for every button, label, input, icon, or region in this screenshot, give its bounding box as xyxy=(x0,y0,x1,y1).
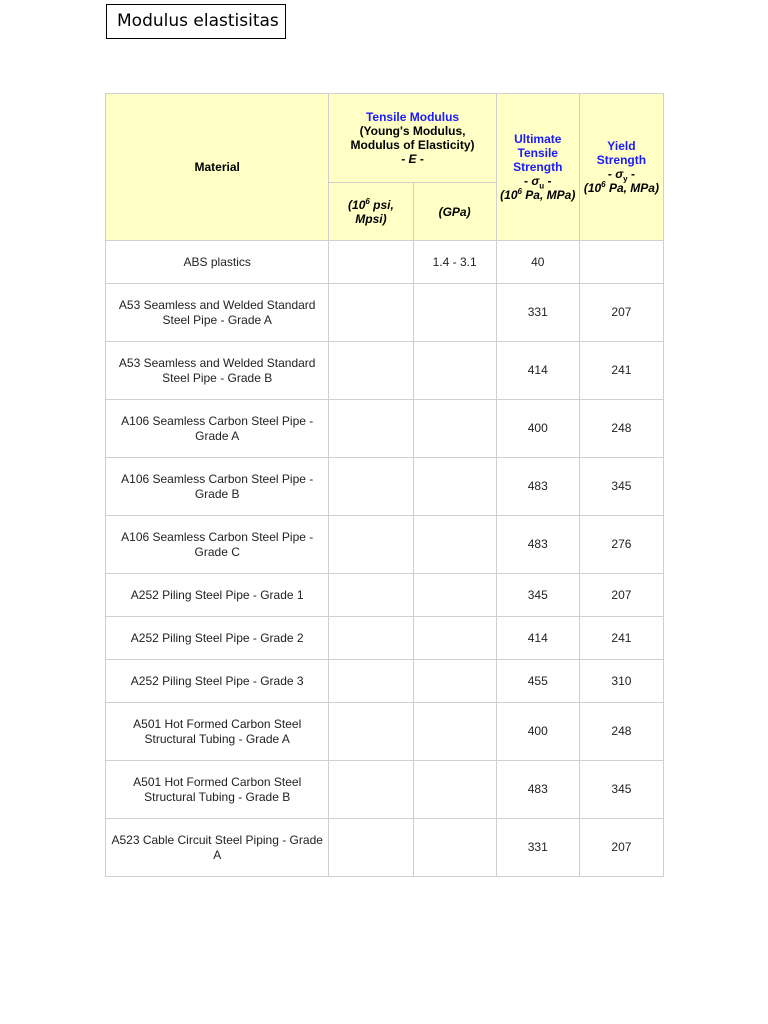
cell-mpsi xyxy=(329,574,413,617)
cell-yield: 207 xyxy=(579,819,663,877)
header-unit-mpsi xyxy=(329,183,413,241)
cell-mpsi xyxy=(329,516,413,574)
table-row xyxy=(106,574,664,617)
cell-ultimate: 331 xyxy=(496,819,579,877)
cell-yield xyxy=(579,241,663,284)
header-yield-unit xyxy=(584,181,659,195)
header-mpsi-exp: 6 xyxy=(365,196,370,206)
header-yield-symbol-suffix: - xyxy=(627,167,635,181)
cell-gpa xyxy=(413,342,496,400)
cell-material: ABS plastics xyxy=(106,241,329,284)
header-ultimate-line2: Tensile xyxy=(517,146,558,160)
cell-gpa xyxy=(413,400,496,458)
table-row xyxy=(106,761,664,819)
cell-yield: 207 xyxy=(579,284,663,342)
cell-ultimate: 483 xyxy=(496,458,579,516)
cell-ultimate: 331 xyxy=(496,284,579,342)
cell-yield: 276 xyxy=(579,516,663,574)
header-ultimate-line1: Ultimate xyxy=(514,132,562,146)
table-row xyxy=(106,241,664,284)
cell-material: A252 Piling Steel Pipe - Grade 2 xyxy=(106,617,329,660)
cell-gpa xyxy=(413,660,496,703)
header-tensile-modulus-line3: Modulus of Elasticity) xyxy=(350,138,475,152)
cell-ultimate: 483 xyxy=(496,761,579,819)
cell-material: A106 Seamless Carbon Steel Pipe - Grade C xyxy=(106,516,329,574)
cell-material: A252 Piling Steel Pipe - Grade 1 xyxy=(106,574,329,617)
cell-gpa xyxy=(413,516,496,574)
header-ultimate-symbol-sub: u xyxy=(539,181,545,191)
cell-mpsi xyxy=(329,284,413,342)
cell-ultimate: 414 xyxy=(496,342,579,400)
header-yield-symbol: σ xyxy=(615,167,624,181)
cell-material: A106 Seamless Carbon Steel Pipe - Grade A xyxy=(106,400,329,458)
table-body xyxy=(106,241,664,877)
header-ultimate-unit-exp: 6 xyxy=(517,187,522,196)
cell-gpa xyxy=(413,703,496,761)
cell-mpsi xyxy=(329,761,413,819)
header-yield-unit-open: (10 xyxy=(583,181,602,195)
cell-gpa xyxy=(413,284,496,342)
table-header xyxy=(106,94,664,241)
cell-material: A53 Seamless and Welded Standard Steel Pipe - Grade A xyxy=(106,284,329,342)
page-title: Modulus elastisitas xyxy=(106,4,286,39)
table-row xyxy=(106,819,664,877)
header-yield-line2: Strength xyxy=(596,153,647,167)
cell-yield: 241 xyxy=(579,342,663,400)
table-row xyxy=(106,400,664,458)
cell-mpsi xyxy=(329,458,413,516)
cell-material: A252 Piling Steel Pipe - Grade 3 xyxy=(106,660,329,703)
table-row xyxy=(106,516,664,574)
header-mpsi-open: (10 xyxy=(348,197,366,212)
header-tensile-symbol-prefix: - xyxy=(401,152,409,166)
cell-mpsi xyxy=(329,703,413,761)
header-ultimate-symbol: σ xyxy=(531,174,540,188)
header-row xyxy=(106,94,664,183)
header-mpsi-line2: Mpsi) xyxy=(355,211,387,226)
cell-gpa xyxy=(413,761,496,819)
header-ultimate-symbol-prefix: - xyxy=(523,174,532,188)
cell-gpa: 1.4 - 3.1 xyxy=(413,241,496,284)
cell-material: A106 Seamless Carbon Steel Pipe - Grade B xyxy=(106,458,329,516)
cell-ultimate: 455 xyxy=(496,660,579,703)
header-unit-gpa: (GPa) xyxy=(413,183,496,241)
header-ultimate-tensile-strength xyxy=(496,94,579,241)
header-tensile-modulus-line2: (Young's Modulus, xyxy=(359,124,466,138)
header-yield-symbol-sub: y xyxy=(623,174,628,184)
table-row xyxy=(106,703,664,761)
cell-ultimate: 483 xyxy=(496,516,579,574)
cell-ultimate: 400 xyxy=(496,400,579,458)
header-tensile-modulus-title: Tensile Modulus xyxy=(365,110,460,124)
header-ultimate-line3: Strength xyxy=(513,160,563,174)
cell-mpsi xyxy=(329,400,413,458)
header-tensile-modulus xyxy=(329,94,496,183)
cell-ultimate: 400 xyxy=(496,703,579,761)
cell-ultimate: 40 xyxy=(496,241,579,284)
cell-ultimate: 414 xyxy=(496,617,579,660)
header-ultimate-unit xyxy=(500,188,575,202)
table-row xyxy=(106,342,664,400)
header-yield-symbol-prefix: - xyxy=(607,167,616,181)
table-row xyxy=(106,660,664,703)
cell-material: A53 Seamless and Welded Standard Steel Pipe - Grade B xyxy=(106,342,329,400)
header-yield-unit-close: Pa, MPa) xyxy=(605,181,659,195)
header-ultimate-unit-close: Pa, MPa) xyxy=(521,188,576,202)
header-tensile-symbol: E xyxy=(408,152,417,166)
header-ultimate-symbol-suffix: - xyxy=(544,174,552,188)
cell-material: A501 Hot Formed Carbon Steel Structural Tubing - Grade B xyxy=(106,761,329,819)
table-row xyxy=(106,617,664,660)
cell-gpa xyxy=(413,458,496,516)
table-row xyxy=(106,458,664,516)
header-mpsi-close: psi, xyxy=(369,197,394,212)
cell-mpsi xyxy=(329,241,413,284)
cell-mpsi xyxy=(329,819,413,877)
cell-mpsi xyxy=(329,342,413,400)
cell-mpsi xyxy=(329,660,413,703)
cell-gpa xyxy=(413,617,496,660)
cell-mpsi xyxy=(329,617,413,660)
cell-material: A501 Hot Formed Carbon Steel Structural Tubing - Grade A xyxy=(106,703,329,761)
table-row xyxy=(106,284,664,342)
cell-yield: 248 xyxy=(579,400,663,458)
cell-yield: 207 xyxy=(579,574,663,617)
cell-yield: 345 xyxy=(579,458,663,516)
cell-gpa xyxy=(413,574,496,617)
cell-yield: 248 xyxy=(579,703,663,761)
header-material: Material xyxy=(106,94,329,241)
cell-yield: 241 xyxy=(579,617,663,660)
header-tensile-symbol-suffix: - xyxy=(416,152,424,166)
cell-yield: 345 xyxy=(579,761,663,819)
cell-ultimate: 345 xyxy=(496,574,579,617)
header-ultimate-unit-open: (10 xyxy=(500,188,518,202)
cell-yield: 310 xyxy=(579,660,663,703)
header-yield-unit-exp: 6 xyxy=(601,180,606,189)
material-properties-table xyxy=(105,93,664,877)
header-yield-strength xyxy=(579,94,663,241)
header-yield-line1: Yield xyxy=(607,139,636,153)
cell-material: A523 Cable Circuit Steel Piping - Grade A xyxy=(106,819,329,877)
cell-gpa xyxy=(413,819,496,877)
